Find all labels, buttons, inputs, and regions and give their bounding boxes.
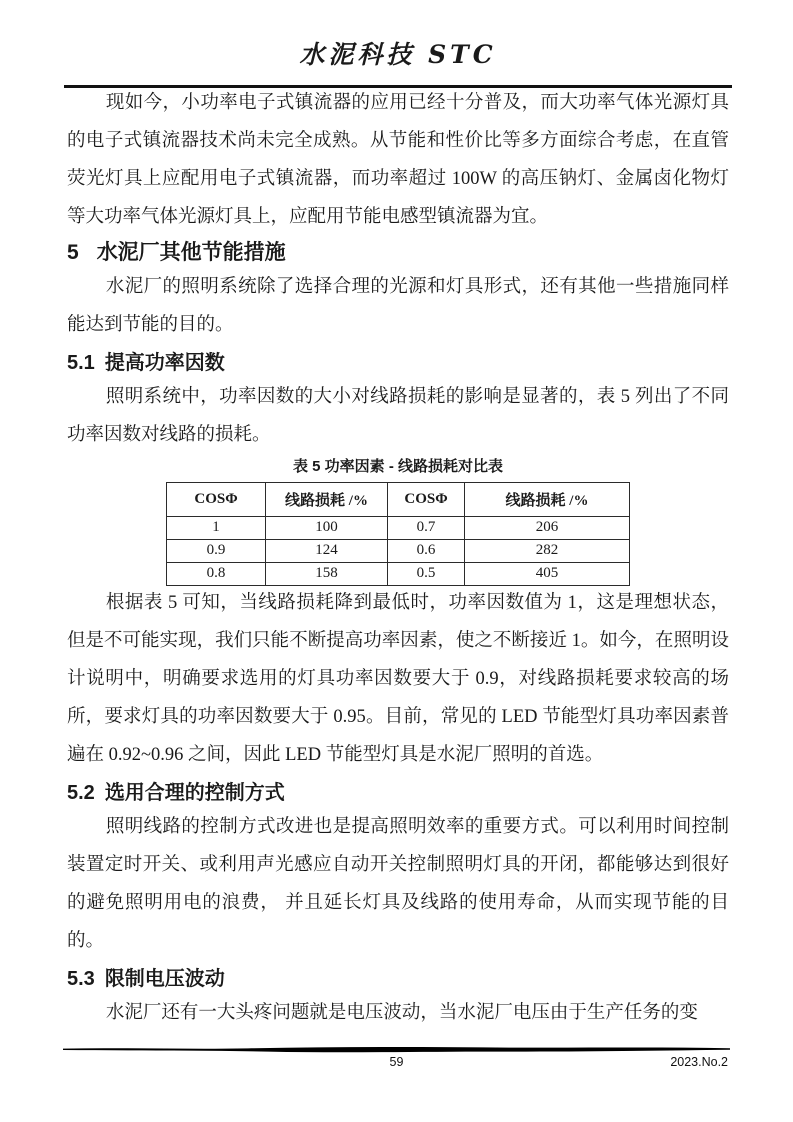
table-cell: 158	[266, 562, 388, 585]
section-5-2-number: 5.2	[67, 781, 95, 804]
section-5-1-title: 提高功率因数	[104, 351, 225, 374]
section-5-3-paragraph: 水泥厂还有一大头疼问题就是电压波动，当水泥厂电压由于生产任务的变	[105, 1002, 698, 1023]
table-header-cell: 线路损耗 /%	[266, 482, 388, 516]
table-cell: 1	[167, 516, 266, 539]
section-5-1-paragraph: 照明系统中，功率因数的大小对线路损耗的影响是显著的，表 5 列出了不同功率因数对线路的损耗。	[67, 386, 729, 445]
table5-caption: 表 5 功率因素 - 线路损耗对比表	[292, 457, 503, 475]
table-cell: 0.8	[167, 562, 266, 585]
issue-label: 2023.No.2	[670, 1055, 728, 1069]
section-5-number: 5	[67, 240, 79, 264]
section-5-paragraph: 水泥厂的照明系统除了选择合理的光源和灯具形式，还有其他一些措施同样能达到节能的目的。	[67, 276, 729, 335]
journal-title: 水泥科技 STC	[299, 40, 497, 69]
table-row	[167, 539, 630, 562]
table-header-row	[167, 482, 630, 516]
page-footer	[63, 1044, 730, 1072]
table-cell: 100	[266, 516, 388, 539]
table-cell: 206	[465, 516, 630, 539]
section-5-2-heading	[67, 778, 729, 808]
table-row	[167, 562, 630, 585]
section-5-3-number: 5.3	[67, 967, 95, 990]
section-5-title: 水泥厂其他节能措施	[96, 240, 286, 264]
section-5-1-number: 5.1	[67, 351, 95, 374]
table-cell: 0.7	[388, 516, 465, 539]
section-5-2-paragraph: 照明线路的控制方式改进也是提高照明效率的重要方式。可以利用时间控制装置定时开关、或利用声光感应自动开关控制照明灯具的开闭，都能够达到很好的避免照明用电的浪费， 并且延长灯具及线路的使用寿命，从而实现节能的目的。	[67, 816, 729, 951]
table-cell: 405	[465, 562, 630, 585]
table-cell: 0.9	[167, 539, 266, 562]
footer-row	[63, 1054, 730, 1072]
section-5-3-heading	[67, 964, 729, 994]
section-5-heading	[67, 238, 729, 268]
page-number: 59	[389, 1055, 404, 1069]
table-row	[167, 516, 630, 539]
footer-rule	[63, 1044, 730, 1054]
table-header-cell: 线路损耗 /%	[465, 482, 630, 516]
section-5-1-heading	[67, 348, 729, 378]
table-header-cell: COSΦ	[167, 482, 266, 516]
table-header-cell: COSΦ	[388, 482, 465, 516]
table-cell: 0.5	[388, 562, 465, 585]
table-cell: 0.6	[388, 539, 465, 562]
section-5-1-paragraph-after-table: 根据表 5 可知，当线路损耗降到最低时，功率因数值为 1，这是理想状态，但是不可能实现，我们只能不断提高功率因素，使之不断接近 1。如今，在照明设计说明中，明确要求选用的灯具功率因数要大于 0.9，对线路损耗要求较高的场所，要求灯具的功率因数要大于 0.95。目前，常见的 LED 节能型灯具功率因素普遍在 0.92~0.96 之间，因此 LED 节能型灯具是水泥厂照明的首选。	[67, 592, 729, 765]
table-cell: 282	[465, 539, 630, 562]
table-cell: 124	[266, 539, 388, 562]
section-5-2-title: 选用合理的控制方式	[104, 781, 285, 804]
power-factor-table	[166, 482, 630, 586]
section-5-3-title: 限制电压波动	[104, 967, 225, 990]
intro-paragraph: 现如今，小功率电子式镇流器的应用已经十分普及，而大功率气体光源灯具的电子式镇流器技术尚未完全成熟。从节能和性价比等多方面综合考虑，在直管荧光灯具上应配用电子式镇流器，而功率超过 100W 的高压钠灯、金属卤化物灯等大功率气体光源灯具上，应配用节能电感型镇流器为宜。	[67, 92, 729, 227]
